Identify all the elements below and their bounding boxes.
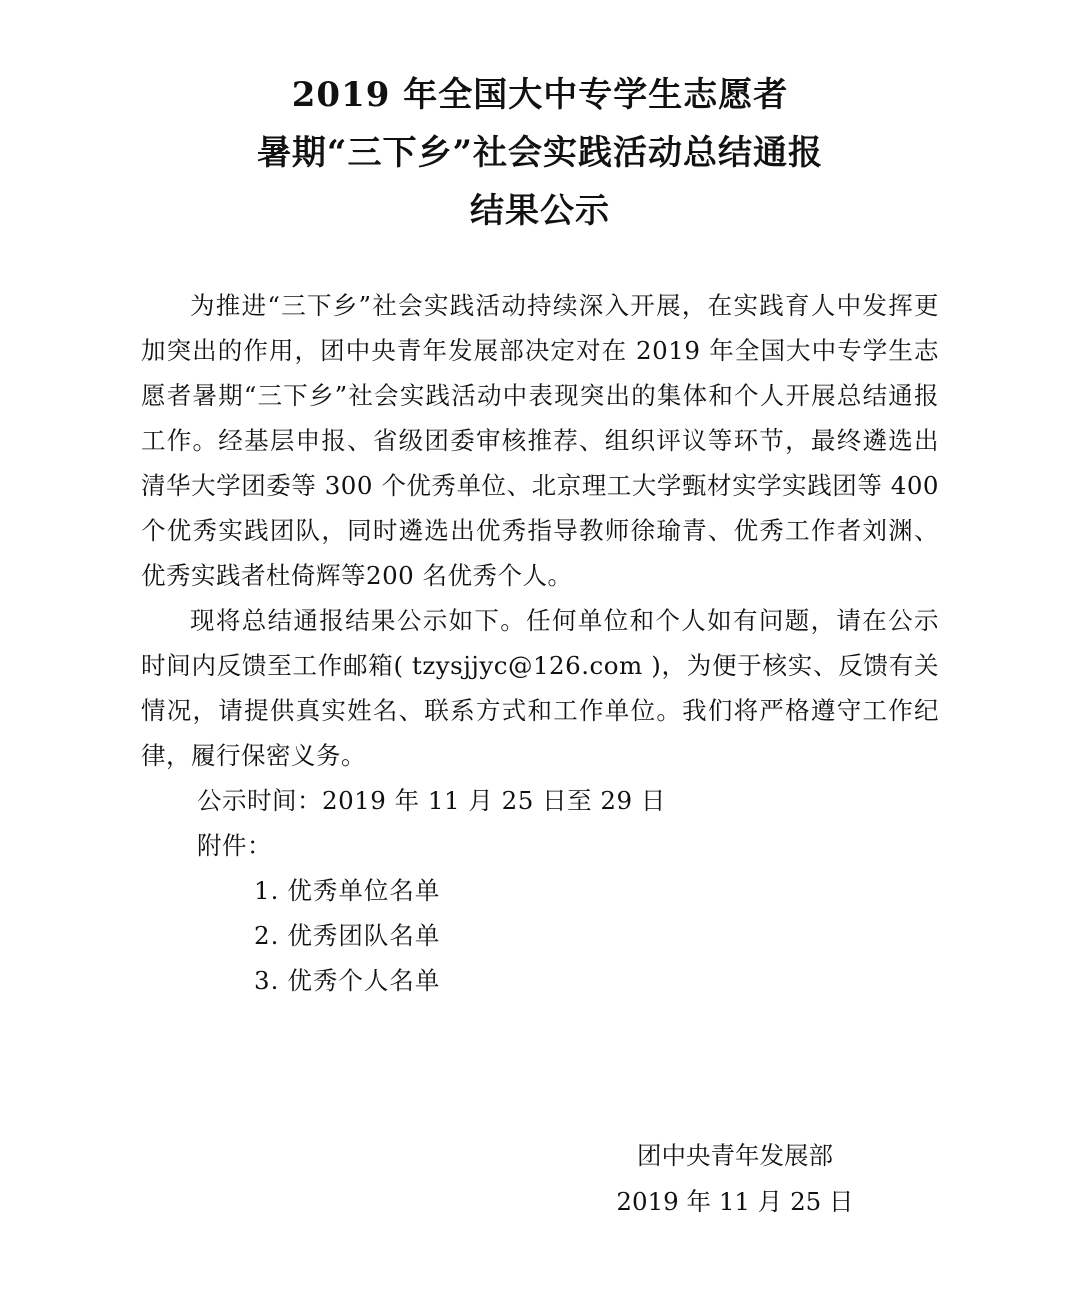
title-line-2: 暑期“三下乡”社会实践活动总结通报: [256, 133, 824, 173]
document-title: [0, 66, 1080, 240]
attachment-label: 优秀单位名单: [287, 876, 441, 905]
signature-date: 2019 年 11 月 25 日: [616, 1187, 854, 1216]
attachment-label: 优秀团队名单: [287, 921, 441, 950]
attachment-item-2: [141, 913, 939, 958]
paragraph-intro: 为推进“三下乡”社会实践活动持续深入开展，在实践育人中发挥更加突出的作用，团中央青年发展部决定对在 2019 年全国大中专学生志愿者暑期“三下乡”社会实践活动中表现突出的集体和个人开展总结通报工作。经基层申报、省级团委审核推荐、组织评议等环节，最终遴选出清华大学团委等 300 个优秀单位、北京理工大学甄材实学实践团等 400 个优秀实践团队，同时遴选出优秀指导教师徐瑜青、优秀工作者刘渊、优秀实践者杜倚辉等200 名优秀个人。: [141, 291, 939, 590]
attachments-label: 附件：: [197, 831, 272, 860]
paragraph-feedback: 现将总结通报结果公示如下。任何单位和个人如有问题，请在公示时间内反馈至工作邮箱( tzysjjyc@126.com )，为便于核实、反馈有关情况，请提供真实姓名、联系方式和工作单位。我们将严格遵守工作纪律，履行保密义务。: [141, 606, 939, 770]
attachment-item-3: [141, 958, 939, 1003]
attachment-number: 2.: [254, 921, 280, 950]
attachment-number: 3.: [254, 966, 280, 995]
title-line-3: 结果公示: [470, 191, 610, 231]
signature-org: 团中央青年发展部: [637, 1141, 833, 1170]
attachment-label: 优秀个人名单: [287, 966, 441, 995]
notice-time: 公示时间：2019 年 11 月 25 日至 29 日: [197, 786, 666, 815]
document-body: [141, 283, 939, 1003]
title-line-1: 2019 年全国大中专学生志愿者: [291, 75, 789, 115]
attachment-number: 1.: [254, 876, 280, 905]
signature-block: [610, 1133, 860, 1225]
attachment-item-1: [141, 868, 939, 913]
